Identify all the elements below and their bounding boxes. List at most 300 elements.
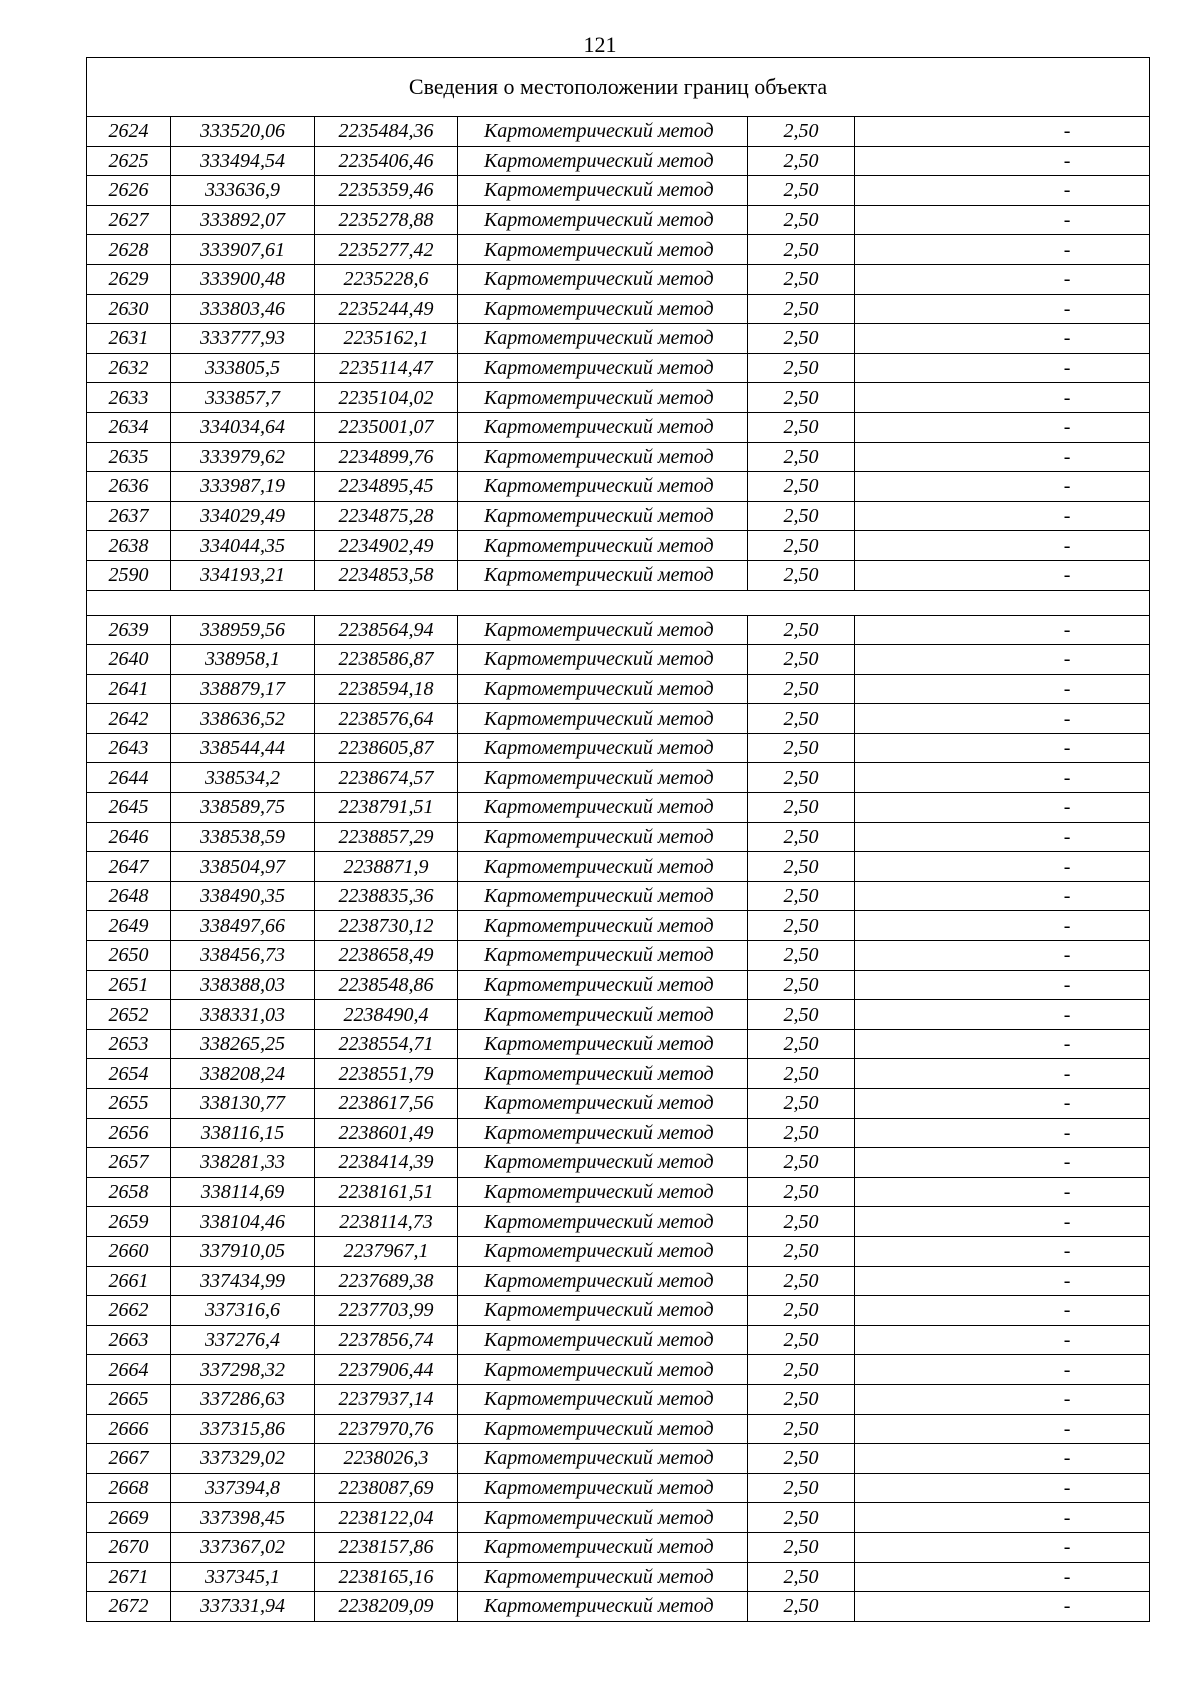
y-coordinate-cell: 2238791,51 bbox=[315, 793, 458, 823]
accuracy-cell: 2,50 bbox=[748, 412, 855, 442]
table-row bbox=[87, 324, 1150, 354]
method-cell: Картометрический метод bbox=[458, 501, 748, 531]
x-coordinate-cell: 338281,33 bbox=[171, 1148, 315, 1178]
x-coordinate-cell: 337910,05 bbox=[171, 1236, 315, 1266]
x-coordinate-cell: 334034,64 bbox=[171, 412, 315, 442]
accuracy-cell: 2,50 bbox=[748, 1000, 855, 1030]
x-coordinate-cell: 338544,44 bbox=[171, 733, 315, 763]
accuracy-cell: 2,50 bbox=[748, 1444, 855, 1474]
description-cell: - bbox=[855, 117, 1150, 147]
accuracy-cell: 2,50 bbox=[748, 645, 855, 675]
y-coordinate-cell: 2237906,44 bbox=[315, 1355, 458, 1385]
accuracy-cell: 2,50 bbox=[748, 1592, 855, 1622]
point-number-cell: 2657 bbox=[87, 1148, 171, 1178]
accuracy-cell: 2,50 bbox=[748, 674, 855, 704]
method-cell: Картометрический метод bbox=[458, 763, 748, 793]
y-coordinate-cell: 2238617,56 bbox=[315, 1089, 458, 1119]
x-coordinate-cell: 338879,17 bbox=[171, 674, 315, 704]
table-row bbox=[87, 733, 1150, 763]
table-row bbox=[87, 1592, 1150, 1622]
y-coordinate-cell: 2234902,49 bbox=[315, 531, 458, 561]
y-coordinate-cell: 2235484,36 bbox=[315, 117, 458, 147]
accuracy-cell: 2,50 bbox=[748, 1503, 855, 1533]
point-number-cell: 2633 bbox=[87, 383, 171, 413]
table-row bbox=[87, 674, 1150, 704]
y-coordinate-cell: 2235277,42 bbox=[315, 235, 458, 265]
description-cell: - bbox=[855, 645, 1150, 675]
y-coordinate-cell: 2235001,07 bbox=[315, 412, 458, 442]
description-cell: - bbox=[855, 412, 1150, 442]
y-coordinate-cell: 2235162,1 bbox=[315, 324, 458, 354]
accuracy-cell: 2,50 bbox=[748, 852, 855, 882]
method-cell: Картометрический метод bbox=[458, 1562, 748, 1592]
method-cell: Картометрический метод bbox=[458, 822, 748, 852]
accuracy-cell: 2,50 bbox=[748, 531, 855, 561]
method-cell: Картометрический метод bbox=[458, 1532, 748, 1562]
point-number-cell: 2668 bbox=[87, 1473, 171, 1503]
point-number-cell: 2659 bbox=[87, 1207, 171, 1237]
y-coordinate-cell: 2237856,74 bbox=[315, 1325, 458, 1355]
description-cell: - bbox=[855, 1414, 1150, 1444]
description-cell: - bbox=[855, 1532, 1150, 1562]
x-coordinate-cell: 334044,35 bbox=[171, 531, 315, 561]
point-number-cell: 2636 bbox=[87, 472, 171, 502]
method-cell: Картометрический метод bbox=[458, 1177, 748, 1207]
x-coordinate-cell: 337345,1 bbox=[171, 1562, 315, 1592]
x-coordinate-cell: 338116,15 bbox=[171, 1118, 315, 1148]
x-coordinate-cell: 334029,49 bbox=[171, 501, 315, 531]
table-row bbox=[87, 704, 1150, 734]
method-cell: Картометрический метод bbox=[458, 146, 748, 176]
x-coordinate-cell: 338388,03 bbox=[171, 970, 315, 1000]
boundary-coordinates-table bbox=[86, 57, 1150, 1622]
description-cell: - bbox=[855, 264, 1150, 294]
method-cell: Картометрический метод bbox=[458, 941, 748, 971]
x-coordinate-cell: 338456,73 bbox=[171, 941, 315, 971]
x-coordinate-cell: 337298,32 bbox=[171, 1355, 315, 1385]
accuracy-cell: 2,50 bbox=[748, 1384, 855, 1414]
x-coordinate-cell: 338636,52 bbox=[171, 704, 315, 734]
accuracy-cell: 2,50 bbox=[748, 1059, 855, 1089]
description-cell: - bbox=[855, 1118, 1150, 1148]
y-coordinate-cell: 2238157,86 bbox=[315, 1532, 458, 1562]
y-coordinate-cell: 2238586,87 bbox=[315, 645, 458, 675]
point-number-cell: 2655 bbox=[87, 1089, 171, 1119]
y-coordinate-cell: 2234899,76 bbox=[315, 442, 458, 472]
description-cell: - bbox=[855, 1503, 1150, 1533]
table-row bbox=[87, 1325, 1150, 1355]
y-coordinate-cell: 2238554,71 bbox=[315, 1029, 458, 1059]
description-cell: - bbox=[855, 146, 1150, 176]
accuracy-cell: 2,50 bbox=[748, 117, 855, 147]
point-number-cell: 2656 bbox=[87, 1118, 171, 1148]
method-cell: Картометрический метод bbox=[458, 674, 748, 704]
table-row bbox=[87, 442, 1150, 472]
method-cell: Картометрический метод bbox=[458, 531, 748, 561]
method-cell: Картометрический метод bbox=[458, 1266, 748, 1296]
method-cell: Картометрический метод bbox=[458, 793, 748, 823]
y-coordinate-cell: 2238605,87 bbox=[315, 733, 458, 763]
y-coordinate-cell: 2235104,02 bbox=[315, 383, 458, 413]
method-cell: Картометрический метод bbox=[458, 472, 748, 502]
point-number-cell: 2658 bbox=[87, 1177, 171, 1207]
x-coordinate-cell: 337316,6 bbox=[171, 1296, 315, 1326]
point-number-cell: 2647 bbox=[87, 852, 171, 882]
y-coordinate-cell: 2234895,45 bbox=[315, 472, 458, 502]
x-coordinate-cell: 337367,02 bbox=[171, 1532, 315, 1562]
point-number-cell: 2652 bbox=[87, 1000, 171, 1030]
point-number-cell: 2629 bbox=[87, 264, 171, 294]
description-cell: - bbox=[855, 1325, 1150, 1355]
y-coordinate-cell: 2237689,38 bbox=[315, 1266, 458, 1296]
method-cell: Картометрический метод bbox=[458, 117, 748, 147]
y-coordinate-cell: 2238026,3 bbox=[315, 1444, 458, 1474]
accuracy-cell: 2,50 bbox=[748, 941, 855, 971]
x-coordinate-cell: 338504,97 bbox=[171, 852, 315, 882]
method-cell: Картометрический метод bbox=[458, 911, 748, 941]
description-cell: - bbox=[855, 235, 1150, 265]
method-cell: Картометрический метод bbox=[458, 733, 748, 763]
description-cell: - bbox=[855, 1148, 1150, 1178]
y-coordinate-cell: 2237970,76 bbox=[315, 1414, 458, 1444]
y-coordinate-cell: 2238165,16 bbox=[315, 1562, 458, 1592]
accuracy-cell: 2,50 bbox=[748, 176, 855, 206]
y-coordinate-cell: 2235406,46 bbox=[315, 146, 458, 176]
y-coordinate-cell: 2237703,99 bbox=[315, 1296, 458, 1326]
description-cell: - bbox=[855, 1444, 1150, 1474]
table-row bbox=[87, 531, 1150, 561]
accuracy-cell: 2,50 bbox=[748, 733, 855, 763]
method-cell: Картометрический метод bbox=[458, 704, 748, 734]
x-coordinate-cell: 338538,59 bbox=[171, 822, 315, 852]
table-row bbox=[87, 1532, 1150, 1562]
y-coordinate-cell: 2238551,79 bbox=[315, 1059, 458, 1089]
point-number-cell: 2625 bbox=[87, 146, 171, 176]
method-cell: Картометрический метод bbox=[458, 1059, 748, 1089]
point-number-cell: 2648 bbox=[87, 881, 171, 911]
table-row bbox=[87, 412, 1150, 442]
accuracy-cell: 2,50 bbox=[748, 146, 855, 176]
point-number-cell: 2661 bbox=[87, 1266, 171, 1296]
x-coordinate-cell: 338958,1 bbox=[171, 645, 315, 675]
method-cell: Картометрический метод bbox=[458, 235, 748, 265]
table-row bbox=[87, 1236, 1150, 1266]
y-coordinate-cell: 2238548,86 bbox=[315, 970, 458, 1000]
table-row bbox=[87, 1562, 1150, 1592]
method-cell: Картометрический метод bbox=[458, 1473, 748, 1503]
point-number-cell: 2663 bbox=[87, 1325, 171, 1355]
description-cell: - bbox=[855, 531, 1150, 561]
accuracy-cell: 2,50 bbox=[748, 911, 855, 941]
point-number-cell: 2632 bbox=[87, 353, 171, 383]
x-coordinate-cell: 333979,62 bbox=[171, 442, 315, 472]
description-cell: - bbox=[855, 1355, 1150, 1385]
y-coordinate-cell: 2238490,4 bbox=[315, 1000, 458, 1030]
accuracy-cell: 2,50 bbox=[748, 560, 855, 590]
method-cell: Картометрический метод bbox=[458, 1236, 748, 1266]
y-coordinate-cell: 2238122,04 bbox=[315, 1503, 458, 1533]
table-row bbox=[87, 205, 1150, 235]
y-coordinate-cell: 2238674,57 bbox=[315, 763, 458, 793]
point-number-cell: 2671 bbox=[87, 1562, 171, 1592]
y-coordinate-cell: 2238161,51 bbox=[315, 1177, 458, 1207]
description-cell: - bbox=[855, 1562, 1150, 1592]
y-coordinate-cell: 2235278,88 bbox=[315, 205, 458, 235]
method-cell: Картометрический метод bbox=[458, 412, 748, 442]
description-cell: - bbox=[855, 733, 1150, 763]
description-cell: - bbox=[855, 615, 1150, 645]
method-cell: Картометрический метод bbox=[458, 442, 748, 472]
method-cell: Картометрический метод bbox=[458, 1444, 748, 1474]
point-number-cell: 2637 bbox=[87, 501, 171, 531]
method-cell: Картометрический метод bbox=[458, 205, 748, 235]
method-cell: Картометрический метод bbox=[458, 970, 748, 1000]
point-number-cell: 2650 bbox=[87, 941, 171, 971]
description-cell: - bbox=[855, 1296, 1150, 1326]
point-number-cell: 2670 bbox=[87, 1532, 171, 1562]
accuracy-cell: 2,50 bbox=[748, 793, 855, 823]
x-coordinate-cell: 338104,46 bbox=[171, 1207, 315, 1237]
x-coordinate-cell: 333907,61 bbox=[171, 235, 315, 265]
point-number-cell: 2590 bbox=[87, 560, 171, 590]
accuracy-cell: 2,50 bbox=[748, 1236, 855, 1266]
table-row bbox=[87, 1414, 1150, 1444]
description-cell: - bbox=[855, 852, 1150, 882]
y-coordinate-cell: 2238209,09 bbox=[315, 1592, 458, 1622]
method-cell: Картометрический метод bbox=[458, 1384, 748, 1414]
description-cell: - bbox=[855, 383, 1150, 413]
x-coordinate-cell: 338265,25 bbox=[171, 1029, 315, 1059]
method-cell: Картометрический метод bbox=[458, 1029, 748, 1059]
table-row bbox=[87, 383, 1150, 413]
point-number-cell: 2649 bbox=[87, 911, 171, 941]
description-cell: - bbox=[855, 793, 1150, 823]
x-coordinate-cell: 337315,86 bbox=[171, 1414, 315, 1444]
accuracy-cell: 2,50 bbox=[748, 1089, 855, 1119]
method-cell: Картометрический метод bbox=[458, 1148, 748, 1178]
table-row bbox=[87, 1355, 1150, 1385]
point-number-cell: 2654 bbox=[87, 1059, 171, 1089]
x-coordinate-cell: 333520,06 bbox=[171, 117, 315, 147]
point-number-cell: 2651 bbox=[87, 970, 171, 1000]
x-coordinate-cell: 333494,54 bbox=[171, 146, 315, 176]
x-coordinate-cell: 333777,93 bbox=[171, 324, 315, 354]
point-number-cell: 2634 bbox=[87, 412, 171, 442]
description-cell: - bbox=[855, 1207, 1150, 1237]
description-cell: - bbox=[855, 176, 1150, 206]
section-separator-row bbox=[87, 590, 1150, 615]
description-cell: - bbox=[855, 501, 1150, 531]
description-cell: - bbox=[855, 881, 1150, 911]
table-row bbox=[87, 1503, 1150, 1533]
y-coordinate-cell: 2238564,94 bbox=[315, 615, 458, 645]
point-number-cell: 2666 bbox=[87, 1414, 171, 1444]
accuracy-cell: 2,50 bbox=[748, 881, 855, 911]
x-coordinate-cell: 338959,56 bbox=[171, 615, 315, 645]
description-cell: - bbox=[855, 294, 1150, 324]
method-cell: Картометрический метод bbox=[458, 1296, 748, 1326]
description-cell: - bbox=[855, 763, 1150, 793]
x-coordinate-cell: 334193,21 bbox=[171, 560, 315, 590]
accuracy-cell: 2,50 bbox=[748, 763, 855, 793]
description-cell: - bbox=[855, 1592, 1150, 1622]
accuracy-cell: 2,50 bbox=[748, 353, 855, 383]
y-coordinate-cell: 2235359,46 bbox=[315, 176, 458, 206]
table-row bbox=[87, 1059, 1150, 1089]
method-cell: Картометрический метод bbox=[458, 1592, 748, 1622]
y-coordinate-cell: 2238658,49 bbox=[315, 941, 458, 971]
accuracy-cell: 2,50 bbox=[748, 1562, 855, 1592]
point-number-cell: 2641 bbox=[87, 674, 171, 704]
table-row bbox=[87, 146, 1150, 176]
table-title-row bbox=[87, 58, 1150, 117]
description-cell: - bbox=[855, 911, 1150, 941]
method-cell: Картометрический метод bbox=[458, 1325, 748, 1355]
accuracy-cell: 2,50 bbox=[748, 1177, 855, 1207]
point-number-cell: 2627 bbox=[87, 205, 171, 235]
table-row bbox=[87, 1444, 1150, 1474]
table-row bbox=[87, 941, 1150, 971]
x-coordinate-cell: 337276,4 bbox=[171, 1325, 315, 1355]
accuracy-cell: 2,50 bbox=[748, 1207, 855, 1237]
y-coordinate-cell: 2238414,39 bbox=[315, 1148, 458, 1178]
description-cell: - bbox=[855, 822, 1150, 852]
method-cell: Картометрический метод bbox=[458, 852, 748, 882]
accuracy-cell: 2,50 bbox=[748, 1325, 855, 1355]
y-coordinate-cell: 2238730,12 bbox=[315, 911, 458, 941]
point-number-cell: 2635 bbox=[87, 442, 171, 472]
method-cell: Картометрический метод bbox=[458, 383, 748, 413]
method-cell: Картометрический метод bbox=[458, 1207, 748, 1237]
accuracy-cell: 2,50 bbox=[748, 615, 855, 645]
point-number-cell: 2660 bbox=[87, 1236, 171, 1266]
table-row bbox=[87, 1207, 1150, 1237]
table-row bbox=[87, 117, 1150, 147]
point-number-cell: 2672 bbox=[87, 1592, 171, 1622]
point-number-cell: 2646 bbox=[87, 822, 171, 852]
description-cell: - bbox=[855, 1029, 1150, 1059]
table-row bbox=[87, 793, 1150, 823]
y-coordinate-cell: 2234853,58 bbox=[315, 560, 458, 590]
section-separator-cell bbox=[87, 590, 1150, 615]
table-row bbox=[87, 881, 1150, 911]
y-coordinate-cell: 2238594,18 bbox=[315, 674, 458, 704]
accuracy-cell: 2,50 bbox=[748, 442, 855, 472]
table-row bbox=[87, 852, 1150, 882]
y-coordinate-cell: 2238114,73 bbox=[315, 1207, 458, 1237]
table-row bbox=[87, 1384, 1150, 1414]
description-cell: - bbox=[855, 324, 1150, 354]
y-coordinate-cell: 2238857,29 bbox=[315, 822, 458, 852]
point-number-cell: 2664 bbox=[87, 1355, 171, 1385]
accuracy-cell: 2,50 bbox=[748, 1473, 855, 1503]
method-cell: Картометрический метод bbox=[458, 1118, 748, 1148]
accuracy-cell: 2,50 bbox=[748, 1029, 855, 1059]
method-cell: Картометрический метод bbox=[458, 353, 748, 383]
y-coordinate-cell: 2238087,69 bbox=[315, 1473, 458, 1503]
x-coordinate-cell: 337398,45 bbox=[171, 1503, 315, 1533]
method-cell: Картометрический метод bbox=[458, 1355, 748, 1385]
accuracy-cell: 2,50 bbox=[748, 294, 855, 324]
table-row bbox=[87, 615, 1150, 645]
accuracy-cell: 2,50 bbox=[748, 205, 855, 235]
x-coordinate-cell: 338208,24 bbox=[171, 1059, 315, 1089]
x-coordinate-cell: 338534,2 bbox=[171, 763, 315, 793]
description-cell: - bbox=[855, 353, 1150, 383]
method-cell: Картометрический метод bbox=[458, 881, 748, 911]
accuracy-cell: 2,50 bbox=[748, 1414, 855, 1444]
x-coordinate-cell: 333805,5 bbox=[171, 353, 315, 383]
point-number-cell: 2643 bbox=[87, 733, 171, 763]
table-row bbox=[87, 1118, 1150, 1148]
x-coordinate-cell: 337286,63 bbox=[171, 1384, 315, 1414]
table-row bbox=[87, 1177, 1150, 1207]
table-row bbox=[87, 501, 1150, 531]
method-cell: Картометрический метод bbox=[458, 324, 748, 354]
point-number-cell: 2665 bbox=[87, 1384, 171, 1414]
x-coordinate-cell: 337394,8 bbox=[171, 1473, 315, 1503]
x-coordinate-cell: 338114,69 bbox=[171, 1177, 315, 1207]
page-number: 121 bbox=[583, 32, 617, 57]
point-number-cell: 2624 bbox=[87, 117, 171, 147]
accuracy-cell: 2,50 bbox=[748, 1532, 855, 1562]
y-coordinate-cell: 2235114,47 bbox=[315, 353, 458, 383]
table-row bbox=[87, 970, 1150, 1000]
point-number-cell: 2631 bbox=[87, 324, 171, 354]
accuracy-cell: 2,50 bbox=[748, 501, 855, 531]
accuracy-cell: 2,50 bbox=[748, 264, 855, 294]
table-title: Сведения о местоположении границ объекта bbox=[87, 58, 1150, 117]
accuracy-cell: 2,50 bbox=[748, 822, 855, 852]
point-number-cell: 2662 bbox=[87, 1296, 171, 1326]
table-row bbox=[87, 645, 1150, 675]
description-cell: - bbox=[855, 704, 1150, 734]
table-row bbox=[87, 1473, 1150, 1503]
table-row bbox=[87, 560, 1150, 590]
table-row bbox=[87, 176, 1150, 206]
table-row bbox=[87, 822, 1150, 852]
accuracy-cell: 2,50 bbox=[748, 1355, 855, 1385]
x-coordinate-cell: 333987,19 bbox=[171, 472, 315, 502]
table-row bbox=[87, 763, 1150, 793]
point-number-cell: 2630 bbox=[87, 294, 171, 324]
method-cell: Картометрический метод bbox=[458, 264, 748, 294]
method-cell: Картометрический метод bbox=[458, 1000, 748, 1030]
point-number-cell: 2638 bbox=[87, 531, 171, 561]
point-number-cell: 2639 bbox=[87, 615, 171, 645]
description-cell: - bbox=[855, 1177, 1150, 1207]
accuracy-cell: 2,50 bbox=[748, 1148, 855, 1178]
description-cell: - bbox=[855, 1384, 1150, 1414]
description-cell: - bbox=[855, 1089, 1150, 1119]
point-number-cell: 2644 bbox=[87, 763, 171, 793]
x-coordinate-cell: 338589,75 bbox=[171, 793, 315, 823]
point-number-cell: 2669 bbox=[87, 1503, 171, 1533]
accuracy-cell: 2,50 bbox=[748, 472, 855, 502]
method-cell: Картометрический метод bbox=[458, 560, 748, 590]
table-row bbox=[87, 294, 1150, 324]
method-cell: Картометрический метод bbox=[458, 1503, 748, 1533]
table-row bbox=[87, 1266, 1150, 1296]
y-coordinate-cell: 2235244,49 bbox=[315, 294, 458, 324]
table-row bbox=[87, 264, 1150, 294]
method-cell: Картометрический метод bbox=[458, 1089, 748, 1119]
method-cell: Картометрический метод bbox=[458, 294, 748, 324]
description-cell: - bbox=[855, 1266, 1150, 1296]
method-cell: Картометрический метод bbox=[458, 176, 748, 206]
method-cell: Картометрический метод bbox=[458, 615, 748, 645]
description-cell: - bbox=[855, 1473, 1150, 1503]
